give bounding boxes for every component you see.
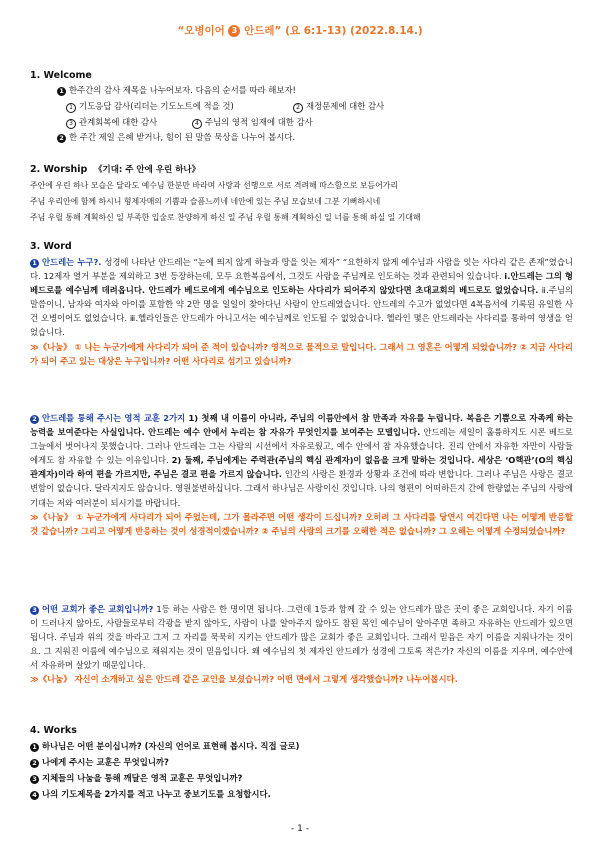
circle-1-icon: 1 bbox=[66, 103, 76, 113]
worship-heading: 2. Worship 《기대: 주 안에 우린 하나》 bbox=[30, 164, 201, 175]
number-2-icon: 2 bbox=[30, 415, 39, 424]
title-post: 안드레” (요 6:1-13) (2022.8.14.) bbox=[240, 25, 423, 37]
word-heading: 3. Word bbox=[30, 241, 72, 252]
welcome-sub-1: 1 기도응답 감사(리더는 기도노트에 적을 것) bbox=[66, 100, 234, 113]
word-q2-nanum: ≫《나눔》 ① 누군가에게 사다리가 되어 주었는데, 그가 몰라주면 어떤 생각이 드십니까? 오히려 그 사다리를 당연시 여긴다면 나는 어떻게 반응할 것 같습니까? 그리고 어떻게 반응하는 것이 성경적이겠습니까? ② 주님의 사랑의 크기를 오해한 적은 없습니까? 그 오해는 어떻게 수정되었습니까? bbox=[30, 511, 573, 536]
word-question-2: 2 안드레를 통해 주시는 영적 교훈 2가지 1) 첫째 내 이름이 아니라, 주님의 이름안에서 참 만족과 자유를 누립니다. 복음은 기쁨으로 자족케 하는 능력을 보여준다는 사실입니다. 안드레는 예수 안에서 누리는 참 자유가 무엇인지를 보여주는 모델입니다. 안드레는 세일이 훌륭하지도 시몬 베드로 그늘에서 벗어나지 못했습니다. 그러나 안드레는 그는 사람의 시선에서 자유로웠고, 예수 안에서 참 자유했습니다. 진리 안에서 자유한 자만이 사람들에게도 참 자유할 수 있는 이유입니다. 2) 둘째, 주님에게는 주력관(주님의 핵심 관계자)이 없음을 크게 말하는 것입니다. 세상은 ‘O핵관’(O의 핵심 관계자)이라 하여 편을 가르지만, 주님은 결코 편을 가르지 않습니다. 인간의 사랑은 환경과 상황과 조건에 따라 변합니다. 그러나 주님은 사랑은 결코 변함이 없습니다. 달라지지도 않습니다. 영원불변하십니다. 그래서 하나님은 사랑이신 것입니다. 나의 형편이 어떠하든지 간에 한량없는 주님의 사랑에 기대는 저와 여러분이 되시기를 바랍니다. ≫《나눔》 ① 누군가에게 사다리가 되어 주었는데, 그가 몰라주면 어떤 생각이 드십니까? 오히려 그 사다리를 당연시 여긴다면 나는 어떻게 반응할 것 같습니까? 그리고 어떻게 반응하는 것이 성경적이겠습니까? ② 주님의 사랑의 크기를 오해한 적은 없습니까? 그 오해는 어떻게 수정되었습니까? bbox=[30, 411, 573, 538]
number-2-icon: 2 bbox=[30, 759, 39, 768]
welcome-sub-3: 3 관계회복에 대한 감사 bbox=[66, 116, 157, 129]
word-q3-nanum: ≫《나눔》 자신이 소개하고 싶은 안드레 같은 교인을 보셨습니까? 어떤 면에서 그렇게 생각했습니까? 나누어봅시다. bbox=[30, 674, 458, 685]
works-item-3: 3 지체들의 나눔을 통해 깨달은 영적 교훈은 무엇입니까? bbox=[30, 772, 242, 784]
word-question-3: 3 어떤 교회가 좋은 교회입니까? 1등 하는 사람은 한 명이면 됩니다. 그런데 1등과 함께 갈 수 있는 안드레가 많은 곳이 좋은 교회입니다. 자기 이름이 드러나지 않아도, 사람들로부터 각광을 받지 않아도, 사람이 나를 알아주지 않아도 참된 목인 예수님이 알아주면 족하고 자유하는 안드레가 있으면 됩니다. 주님과 위의 것을 바라고 그저 그 자리를 묵묵히 지키는 안드레가 많은 교회가 좋은 교회입니다. 그래서 믿음은 자기 이름을 지워나가는 것이요. 그 지워진 이름에 예수님으로 채워지는 것이 믿음입니다. 왜 예수님의 첫 제자인 안드레가 성경에 그토록 적은가? 자신의 이름을 지우며, 예수안에서 자유하며 살았기 때문입니다. ≫《나눔》 자신이 소개하고 싶은 안드레 같은 교인을 보셨습니까? 어떤 면에서 그렇게 생각했습니까? 나누어봅시다. bbox=[30, 602, 573, 687]
number-1-icon: 1 bbox=[57, 87, 66, 96]
works-item-4: 4 나의 기도제목을 2가지를 적고 나누고 중보기도를 요청합시다. bbox=[30, 788, 271, 800]
circle-2-icon: 2 bbox=[293, 103, 303, 113]
circle-3-icon: 3 bbox=[66, 119, 76, 129]
welcome-item-2: 2 한 주간 제일 은혜 받거나, 힘이 된 말씀 묵상을 나누어 봅시다. bbox=[57, 131, 295, 143]
title-pre: “오병이어 bbox=[177, 25, 229, 37]
document-title bbox=[0, 23, 600, 38]
number-3-icon: 3 bbox=[30, 606, 39, 615]
title-number-badge: 3 bbox=[228, 25, 240, 37]
worship-lyric-2: 주님 우리안에 함께 하시니 형제자매의 기쁨과 슬픔느끼네 네안에 있는 주님 모습보네 그분 기뻐하시네 bbox=[30, 197, 381, 206]
word-q3-title: 3 어떤 교회가 좋은 교회입니까? bbox=[30, 604, 153, 614]
word-q2-title: 2 안드레를 통해 주시는 영적 교훈 2가지 bbox=[30, 413, 185, 423]
welcome-sub-4: 4 주님의 영적 임재에 대한 감사 bbox=[192, 116, 313, 129]
number-1-icon: 1 bbox=[30, 259, 39, 268]
word-q1-title: 1 안드레는 누구?. bbox=[30, 257, 101, 267]
number-3-icon: 3 bbox=[30, 775, 39, 784]
worship-lyric-1: 주안에 우린 하나 모습은 달라도 예수님 한분만 바라며 사랑과 선행으로 서로 격려해 따스함으로 보듬어가리 bbox=[30, 181, 398, 190]
number-4-icon: 4 bbox=[30, 791, 39, 800]
works-item-2: 2 나에게 주시는 교훈은 무엇입니까? bbox=[30, 756, 169, 768]
welcome-item-1: 1 한주간의 감사 제목을 나누어보자. 다음의 순서를 따라 해보자! bbox=[57, 84, 296, 96]
welcome-sub-2: 2 재정문제에 대한 감사 bbox=[293, 100, 384, 113]
works-heading: 4. Works bbox=[30, 725, 77, 736]
number-1-icon: 1 bbox=[30, 743, 39, 752]
word-question-1: 1 안드레는 누구?. 성경에 나타난 안드레는 “눈에 띄지 않게 하늘과 땅을 잇는 제자” “요한하지 않게 예수님과 사람을 잇는 사다리 같은 존재”였습니다. 12제자 열거 부분을 제외하고 3번 등장하는데, 모두 요한복음에서, 그것도 사람을 주님께로 인도하는 것과 관련되어 있습니다. ⅰ.안드레는 그의 형 베드로를 예수님께 데려옵니다. 안드레가 베드로에게 예수님으로 인도하는 사다리가 되어주지 않았다면 초대교회의 베드로도 없었습니다. ⅱ.주님의 말씀이니, 남자와 여자와 아이를 포함한 약 2만 명을 일일이 찾아다닌 사람이 안드레였습니다. 안드레의 수고가 없었다면 4복음서에 기록된 유일한 사건 오병이어도 없었습니다. ⅲ.헬라인들은 안드레가 아니고서는 예수님께로 인도될 수 없었습니다. 헬라인 몇은 안드레라는 사다리를 통하여 영생을 얻었습니다. ≫《나눔》 ① 나는 누군가에게 사다리가 되어 준 적이 있습니까? 영적으로 물적으로 말입니다. 그래서 그 영혼은 어떻게 되었습니까? ② 지금 사다리가 되어 주고 있는 대상은 누구입니까? 어떤 사다리로 섬기고 있습니까? bbox=[30, 255, 573, 368]
number-2-icon: 2 bbox=[57, 134, 66, 143]
works-item-1: 1 하나님은 어떤 분이십니까? (자신의 언어로 표현해 봅시다. 직접 글로) bbox=[30, 740, 299, 752]
worship-subtitle: 《기대: 주 안에 우린 하나》 bbox=[93, 165, 201, 175]
page-number: - 1 - bbox=[291, 824, 309, 834]
circle-4-icon: 4 bbox=[192, 119, 202, 129]
word-q1-nanum: ≫《나눔》 ① 나는 누군가에게 사다리가 되어 준 적이 있습니까? 영적으로 물적으로 말입니다. 그래서 그 영혼은 어떻게 되었습니까? ② 지금 사다리가 되어 주고 있는 대상은 누구입니까? 어떤 사다리로 섬기고 있습니까? bbox=[30, 341, 573, 366]
welcome-heading: 1. Welcome bbox=[30, 70, 92, 81]
worship-lyric-3: 주님 우릴 통해 계획하신 일 부족한 입술로 찬양하게 하신 일 주님 우릴 통해 계획하신 일 너를 통해 하실 일 기대해 bbox=[30, 213, 421, 222]
